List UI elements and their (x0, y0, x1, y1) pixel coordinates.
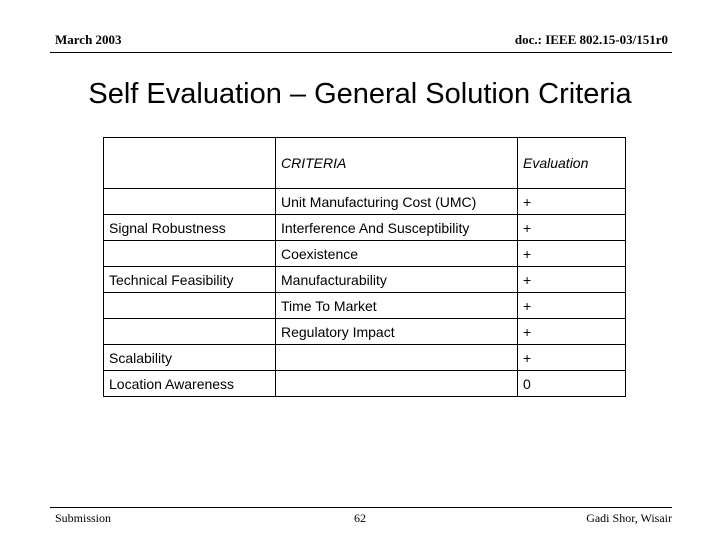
footer-submission: Submission (55, 511, 112, 525)
criteria-table (103, 137, 626, 397)
evaluation-cell: + (518, 189, 626, 215)
evaluation-cell: 0 (518, 371, 626, 397)
footer-page-number: 62 (354, 511, 366, 525)
group-cell: Location Awareness (104, 371, 276, 397)
header-doc-id: doc.: IEEE 802.15-03/151r0 (514, 32, 668, 47)
table-header-row (104, 138, 626, 189)
criteria-cell: Interference And Susceptibility (276, 215, 518, 241)
criteria-cell (276, 371, 518, 397)
footer-author: Gadi Shor, Wisair (586, 511, 672, 525)
evaluation-column-header: Evaluation (518, 138, 626, 189)
group-cell (104, 293, 276, 319)
slide-title: Self Evaluation – General Solution Criteria (88, 78, 632, 110)
evaluation-cell: + (518, 293, 626, 319)
table-row (104, 371, 626, 397)
table-row (104, 189, 626, 215)
group-cell: Technical Feasibility (104, 267, 276, 293)
table-row (104, 319, 626, 345)
criteria-cell: Unit Manufacturing Cost (UMC) (276, 189, 518, 215)
group-cell: Signal Robustness (104, 215, 276, 241)
evaluation-cell: + (518, 267, 626, 293)
criteria-cell: Manufacturability (276, 267, 518, 293)
footer-divider (50, 507, 672, 508)
group-cell (104, 189, 276, 215)
group-cell: Scalability (104, 345, 276, 371)
table-row (104, 293, 626, 319)
criteria-column-header: CRITERIA (276, 138, 518, 189)
table-row (104, 345, 626, 371)
criteria-cell: Regulatory Impact (276, 319, 518, 345)
group-cell (104, 241, 276, 267)
criteria-cell: Time To Market (276, 293, 518, 319)
header-date: March 2003 (55, 32, 122, 47)
evaluation-cell: + (518, 241, 626, 267)
table-row (104, 241, 626, 267)
table-row (104, 215, 626, 241)
group-cell (104, 319, 276, 345)
criteria-cell: Coexistence (276, 241, 518, 267)
header-empty-cell (104, 138, 276, 189)
table-row (104, 267, 626, 293)
evaluation-cell: + (518, 215, 626, 241)
criteria-cell (276, 345, 518, 371)
evaluation-cell: + (518, 319, 626, 345)
evaluation-cell: + (518, 345, 626, 371)
header-divider (50, 52, 672, 53)
